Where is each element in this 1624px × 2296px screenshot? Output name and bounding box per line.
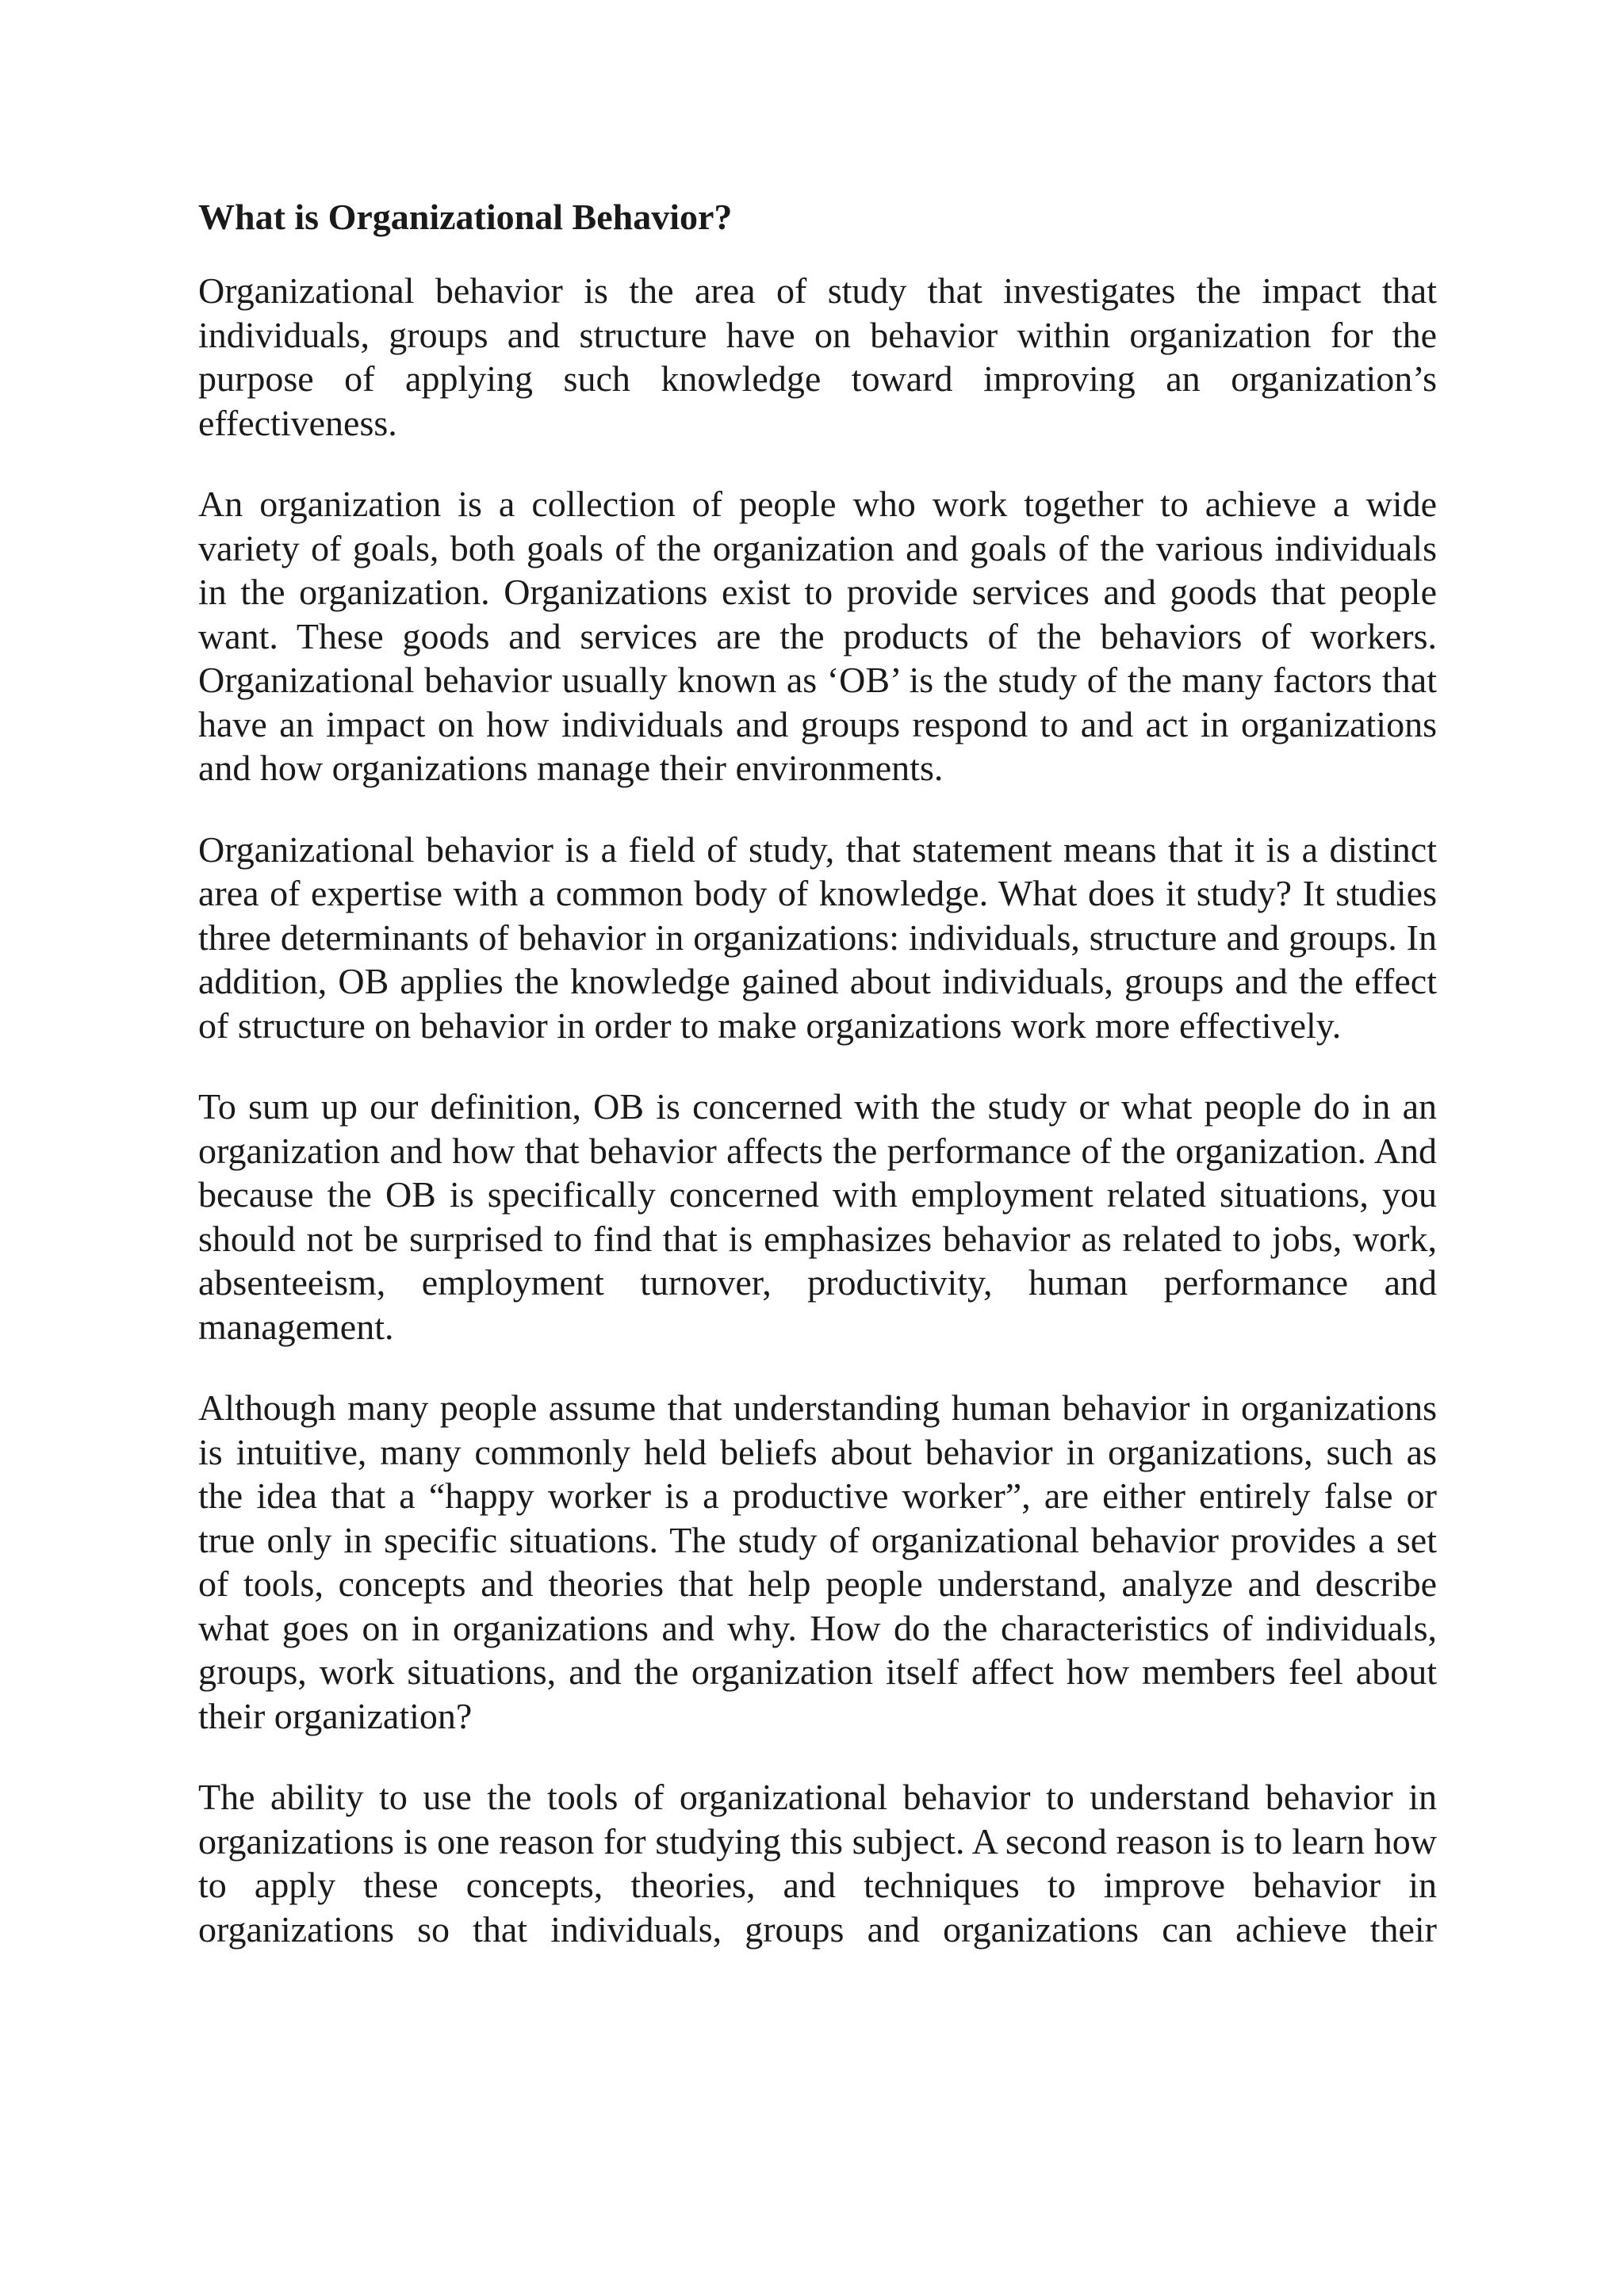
paragraph-definition: Organizational behavior is the area of study that investigates the impact that individuals, groups and structure have on behavior within organization for the purpose of applying such knowledge toward improving an organization’s effectiveness. (198, 270, 1437, 443)
paragraph-organization: An organization is a collection of people who work together to achieve a wide variety of goals, both goals of the organization and goals of the various individuals in the organization. Organizations exist to provide services and goods that people want. These goods and services are the products of the behaviors of workers. Organizational behavior usually known as ‘OB’ is the study of the many factors that have an impact on how individuals and groups respond to and act in organizations and how organizations manage their environments. (198, 484, 1437, 788)
paragraph-common-beliefs: Although many people assume that understanding human behavior in organizations is intuitive, many commonly held beliefs about behavior in organizations, such as the idea that a “happy worker is a productive worker”, are either entirely false or true only in specific situations. The study of organizational behavior provides a set of tools, concepts and theories that help people understand, analyze and describe what goes on in organizations and why. How do the characteristics of individuals, groups, work situations, and the organization itself affect how members feel about their organization? (198, 1387, 1437, 1736)
paragraph-sum-up: To sum up our definition, OB is concerned with the study or what people do in an organization and how that behavior affects the performance of the organization. And because the OB is specifically concerned with employment related situations, you should not be surprised to find that is emphasizes behavior as related to jobs, work, absenteeism, employment turnover, productivity, human performance and management. (198, 1086, 1437, 1347)
paragraph-reasons: The ability to use the tools of organizational behavior to understand behavior in organizations is one reason for studying this subject. A second reason is to learn how to apply these concepts, theories, and techniques to improve behavior in organizations so that individuals, groups and organizations can achieve their (198, 1777, 1437, 1950)
document-body (198, 195, 1437, 1988)
document-title: What is Organizational Behavior? (198, 197, 733, 237)
paragraph-field-of-study: Organizational behavior is a field of study, that statement means that it is a distinct area of expertise with a common body of knowledge. What does it study? It studies three determinants of behavior in organizations: individuals, structure and groups. In addition, OB applies the knowledge gained about individuals, groups and the effect of structure on behavior in order to make organizations work more effectively. (198, 828, 1437, 1046)
